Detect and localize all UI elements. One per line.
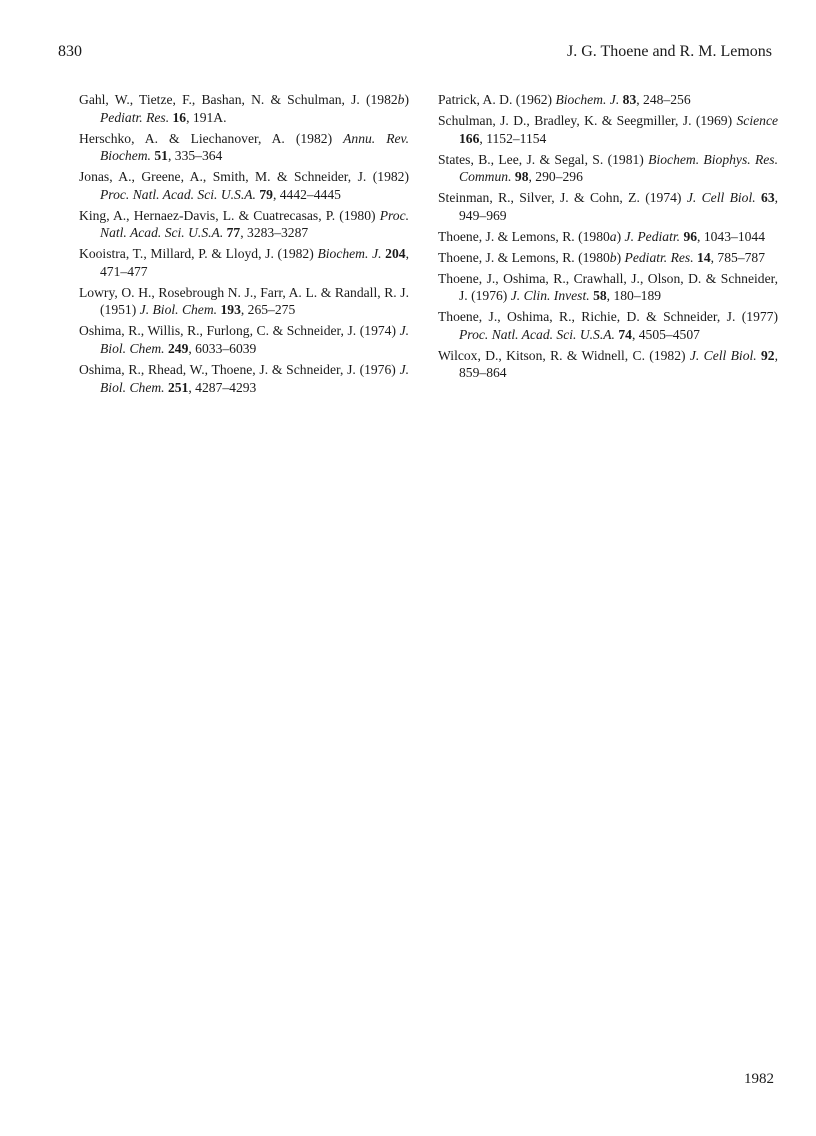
reference-entry: Oshima, R., Willis, R., Furlong, C. & Schneider, J. (1974) J. Biol. Chem. 249, 6033–6039 xyxy=(79,323,409,357)
reference-entry: Wilcox, D., Kitson, R. & Widnell, C. (1982) J. Cell Biol. 92, 859–864 xyxy=(438,347,778,381)
reference-entry: Lowry, O. H., Rosebrough N. J., Farr, A. L. & Randall, R. J. (1951) J. Biol. Chem. 193, 265–275 xyxy=(79,284,409,318)
reference-list-left xyxy=(79,91,409,400)
reference-entry: Patrick, A. D. (1962) Biochem. J. 83, 248–256 xyxy=(438,92,691,107)
reference-entry: Kooistra, T., Millard, P. & Lloyd, J. (1982) Biochem. J. 204, 471–477 xyxy=(79,246,409,279)
reference-entry: Oshima, R., Rhead, W., Thoene, J. & Schneider, J. (1976) J. Biol. Chem. 251, 4287–4293 xyxy=(79,362,409,395)
reference-entry: States, B., Lee, J. & Segal, S. (1981) Biochem. Biophys. Res. Commun. 98, 290–296 xyxy=(438,151,778,185)
reference-entry: Schulman, J. D., Bradley, K. & Seegmiller, J. (1969) Science 166, 1152–1154 xyxy=(438,112,779,146)
reference-entry: King, A., Hernaez-Davis, L. & Cuatrecasas, P. (1980) Proc. Natl. Acad. Sci. U.S.A. 77, 3283–3287 xyxy=(79,207,410,241)
reference-entry: Thoene, J., Oshima, R., Crawhall, J., Olson, D. & Schneider, J. (1976) J. Clin. Invest. 58, 180–189 xyxy=(438,270,778,304)
reference-entry: Gahl, W., Tietze, F., Bashan, N. & Schulman, J. (1982b) Pediatr. Res. 16, 191A. xyxy=(79,92,409,125)
reference-entry: Jonas, A., Greene, A., Smith, M. & Schneider, J. (1982) Proc. Natl. Acad. Sci. U.S.A. 79, 4442–4445 xyxy=(79,169,409,202)
running-head: J. G. Thoene and R. M. Lemons xyxy=(566,43,772,60)
reference-entry: Thoene, J. & Lemons, R. (1980a) J. Pediatr. 96, 1043–1044 xyxy=(438,228,765,244)
reference-entry: Steinman, R., Silver, J. & Cohn, Z. (1974) J. Cell Biol. 63, 949–969 xyxy=(438,190,779,223)
page-number: 830 xyxy=(58,43,82,60)
reference-list-right xyxy=(438,91,778,385)
footer-number: 1982 xyxy=(744,1071,774,1087)
reference-entry: Thoene, J. & Lemons, R. (1980b) Pediatr. Res. 14, 785–787 xyxy=(438,249,765,265)
reference-entry: Thoene, J., Oshima, R., Richie, D. & Schneider, J. (1977) Proc. Natl. Acad. Sci. U.S.A. 74, 4505–4507 xyxy=(438,309,778,342)
reference-entry: Herschko, A. & Liechanover, A. (1982) Annu. Rev. Biochem. 51, 335–364 xyxy=(79,130,409,164)
